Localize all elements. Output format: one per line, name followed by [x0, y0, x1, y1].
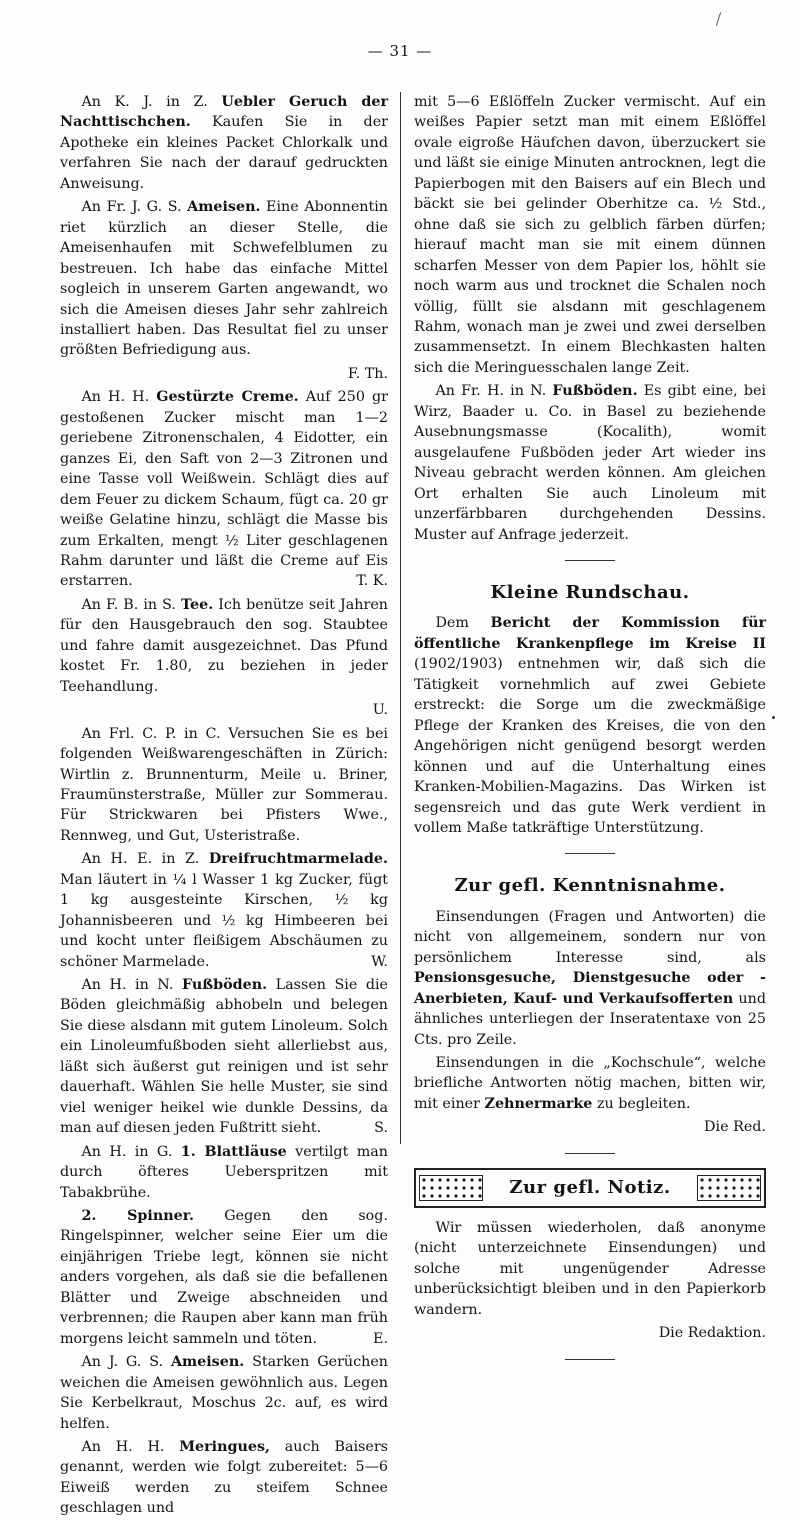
topic-heading: Uebler Geruch der Nachttischchen.	[60, 94, 389, 131]
answer-text: Auf 250 gr gestoßenen Zucker mischt man 1—2 geriebene Zitronenschalen, 4 Eidotter, ein ganzes Ei, den Saft von 2—3 Zitronen und eine Tasse voll Weißwein. Schlägt dies auf dem Feuer zu dickem Schaum, fügt ca. 20 gr weiße Gelatine hinzu, schlägt die Masse bis zum Erkalten, mengt ½ Liter geschlagenen Rahm darunter und läßt die Creme auf Eis erstarren.	[60, 389, 388, 590]
text-run: (1902/1903) entnehmen wir, daß sich die Tätigkeit vornehmlich auf zwei Gebiete erstreckt: die Sorge um die zweckmäßige Pflege der Kranken des Kreises, die von den Angehörigen nicht genügend besorgt werden können und auf die Unterhaltung eines Kranken-Mobilien-Magazins. Das Wirken ist segensreich und das gute Werk verdient in vollem Maße tatkräftige Unterstützung.	[414, 656, 766, 836]
topic-heading: Ameisen.	[187, 199, 261, 216]
divider	[565, 1153, 615, 1154]
ornament-left	[419, 1175, 483, 1201]
topic-heading: Fußböden.	[181, 977, 268, 994]
topic-heading: Fußböden.	[552, 383, 638, 400]
answer-text: auch Baisers genannt, werden wie folgt zubereitet: 5—6 Eiweiß werden zu steifem Schnee geschlagen und	[60, 1439, 389, 1517]
notiz-text: Wir müssen wiederholen, daß anonyme (nicht unterzeichnete Einsendungen) und solche mit ungenügender Adresse unberücksichtigt bleiben und in den Papierkorb wandern.	[414, 1219, 766, 1318]
answer-text: Eine Abonnentin riet kürzlich an dieser Stelle, die Ameisenhaufen mit Schwefelblumen zu bestreuen. Ich habe das einfache Mittel sogleich in unserem Garten angewandt, wo sich die Ameisen dieses Jahr sehr zahlreich installiert haben. Das Resultat fiel zu unser größten Befriedigung aus.	[60, 199, 389, 359]
answer-floors	[60, 975, 388, 1139]
addressee: An H. H.	[81, 1439, 165, 1455]
answer-moths	[60, 1206, 388, 1349]
text-run: und ähnliches unterliegen der Inseratentaxe von 25 Cts. pro Zeile.	[414, 990, 766, 1048]
answer-text: Man läutert in ¼ l Wasser 1 kg Zucker, fügt 1 kg ausgesteinte Kirschen, ½ kg Johannisbeeren und ½ kg Himbeeren bei und kocht unter fleißigem Abschäumen zu schöner Marmelade.	[60, 871, 388, 970]
rundschau-text	[414, 613, 766, 838]
answer-text: Es gibt eine, bei Wirz, Baader u. Co. in Basel zu beziehende Ausebnungsmasse (Kocalith), womit ausgelaufene Fußböden jeder Art wieder ins Niveau gebracht werden können. Am gleichen Ort erhalten Sie auch Linoleum mit unzerfärbbaren durchgehenden Dessins. Muster auf Anfrage jederzeit.	[414, 383, 767, 543]
topic-heading: Meringues,	[179, 1439, 271, 1455]
meringue-continued: mit 5—6 Eßlöffeln Zucker vermischt. Auf ein weißes Papier setzt man mit einem Eßlöffel ovale eigroße Häufchen davon, überzuckert sie und läßt sie einige Minuten antrocknen, legt die Papierbogen mit den Baisers auf ein Blech und bäckt sie bei gelinder Oberhitze ca. ½ Std., ohne daß sie sich zu gelblich färben dürfen; hierauf macht man sie mit einem dünnen scharfen Messer von dem Papier los, höhlt sie noch warm aus und trocknet die Schalen noch völlig, füllt sie alsdann mit geschlagenem Rahm, wonach man je zwei und zwei derselben zusammensetzt. In einem Blechkasten halten sich die Meringuesschalen lange Zeit.	[414, 94, 766, 376]
signature: Die Red.	[704, 1119, 766, 1136]
kenntnisnahme-text-1	[414, 907, 766, 1050]
text-run: Dem	[435, 615, 491, 632]
topic-heading: Tee.	[181, 596, 214, 613]
topic-heading: Gestürzte Creme.	[156, 389, 299, 406]
answer-text: Versuchen Sie es bei folgenden Weißwarengeschäften in Zürich: Wirtlin z. Brunnenturm, Meile u. Briner, Fraumünsterstraße, Müller zur Sommerau. Für Strickwaren bei Pfisters Wwe., Rennweg, und Gut, Usteristraße.	[60, 725, 388, 844]
answer-floors-2	[414, 381, 766, 545]
addressee: An F. B. in S.	[81, 596, 176, 613]
answer-creme	[60, 387, 388, 592]
signature: F. Th.	[347, 365, 388, 382]
signature: U.	[372, 702, 388, 719]
answer-aphids	[60, 1142, 388, 1203]
rundschau-title: Kleine Rundschau.	[490, 581, 690, 603]
signature: S.	[374, 1120, 388, 1137]
notiz-title: Zur gefl. Notiz.	[509, 1176, 671, 1198]
margin-mark	[716, 12, 721, 26]
kenntnisnahme-title: Zur gefl. Kenntnisnahme.	[454, 875, 726, 897]
answer-meringues	[60, 1437, 388, 1519]
addressee: An K. J. in Z.	[81, 94, 208, 110]
answer-text: Kaufen Sie in der Apotheke ein kleines Packet Chlorkalk und verfahren Sie nach der darauf gedruckten Anweisung.	[60, 114, 389, 192]
answer-odor	[60, 92, 388, 194]
addressee: An H. H.	[81, 389, 150, 406]
addressee: An Frl. C. P. in C.	[81, 725, 221, 742]
answer-text: vertilgt man durch öfteres Ueberspritzen mit Tabakbrühe.	[60, 1143, 388, 1201]
divider	[565, 1359, 615, 1360]
right-column	[414, 92, 766, 1374]
topic-heading: Ameisen.	[170, 1354, 245, 1371]
addressee: An J. G. S.	[81, 1354, 164, 1371]
answer-shops	[60, 724, 388, 847]
signature: Die Redaktion.	[658, 1325, 766, 1342]
topic-heading: 1. Blattläuse	[180, 1143, 287, 1160]
addressee: An Fr. J. G. S.	[81, 199, 182, 216]
signature: E.	[373, 1330, 388, 1347]
emphasis: Pensionsgesuche, Dienstgesuche oder -Anerbieten, Kauf- und Verkaufsofferten	[414, 970, 766, 1007]
signature: T. K.	[356, 573, 388, 590]
ornament-right	[697, 1175, 761, 1201]
page-number: — 31 —	[367, 42, 433, 60]
answer-marmalade	[60, 849, 388, 972]
text-run: zu begleiten.	[592, 1095, 691, 1112]
addressee: An Fr. H. in N.	[435, 383, 547, 400]
notiz-box	[414, 1168, 766, 1208]
report-name: Bericht der Kommission für öffentliche Krankenpflege im Kreise II	[414, 615, 766, 652]
topic-heading: 2. Spinner.	[81, 1208, 194, 1225]
answer-text: Starken Gerüchen weichen die Ameisen gewöhnlich aus. Legen Sie Kerbelkraut, Moschus 2c. auf, es wird helfen.	[60, 1354, 389, 1432]
addressee: An H. in G.	[81, 1143, 173, 1160]
answer-tea	[60, 595, 388, 697]
text-run: Einsendungen (Fragen und Antworten) die nicht von allgemeinem, sondern nur von persönlichem Interesse sind, als	[414, 908, 766, 966]
answer-text: Lassen Sie die Böden gleichmäßig abhobeln und belegen Sie diese alsdann mit gutem Linoleum. Solch ein Linoleumfußboden sieht allerliebst aus, läßt sich äußerst gut reinigen und ist sehr dauerhaft. Wählen Sie helle Muster, sie sind viel weniger heikel wie dunkle Dessins, da man auf diesen jeden Fußtritt sieht.	[60, 977, 389, 1137]
addressee: An H. in N.	[81, 977, 174, 994]
emphasis: Zehnermarke	[484, 1095, 593, 1112]
topic-heading: Dreifruchtmarmelade.	[208, 851, 388, 868]
left-column	[60, 92, 388, 1522]
addressee: An H. E. in Z.	[81, 851, 200, 868]
kenntnisnahme-text-2	[414, 1053, 766, 1114]
column-divider	[400, 92, 401, 1144]
answer-text: Ich benütze seit Jahren für den Hausgebrauch den sog. Staubtee und fahre damit ausgezeichnet. Das Pfund kostet Fr. 1.80, zu beziehen in jeder Teehandlung.	[60, 596, 389, 695]
margin-dot	[772, 716, 775, 719]
text-run: Einsendungen in die „Kochschule“, welche briefliche Antworten nötig machen, bitten wir, mit einer	[414, 1055, 766, 1112]
divider	[565, 853, 615, 854]
answer-text: Gegen den sog. Ringelspinner, welcher seine Eier um die einjährigen Triebe legt, können sie nicht anders vorgehen, als daß sie die befallenen Blätter und Zweige abschneiden und verbrennen; die Raupen aber kann man früh morgens leicht sammeln und töten.	[60, 1208, 388, 1347]
divider	[565, 560, 615, 561]
signature: W.	[371, 953, 388, 970]
answer-ants-2	[60, 1352, 388, 1434]
answer-ants-1	[60, 197, 388, 361]
